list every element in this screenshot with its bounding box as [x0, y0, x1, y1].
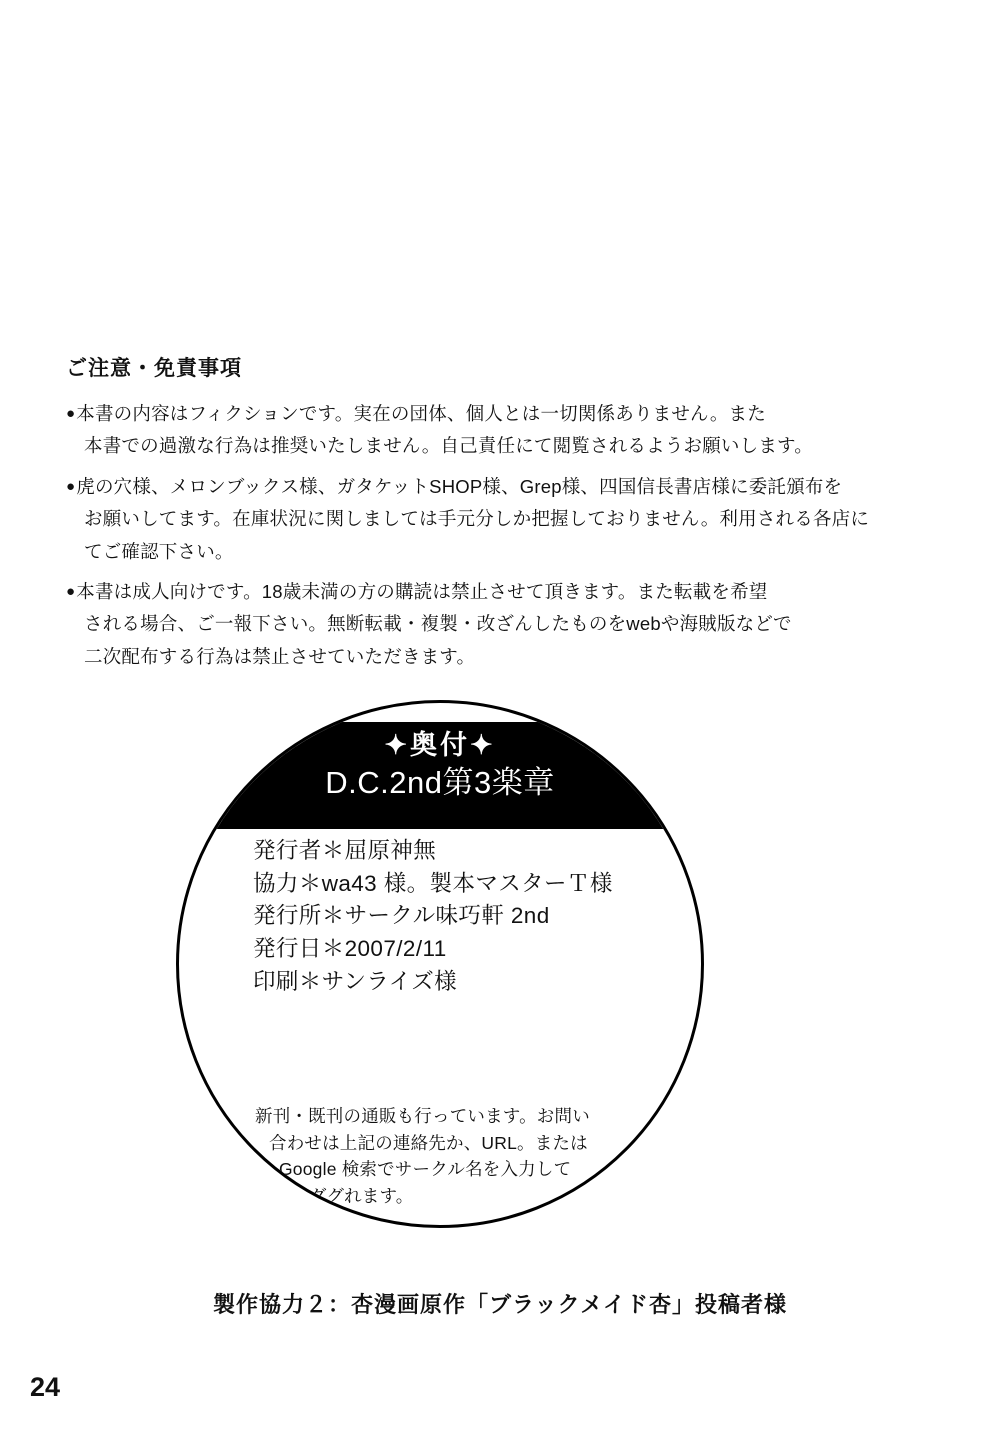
colophon-note [255, 1103, 655, 1209]
notice-text: 本書の内容はフィクションです。実在の団体、個人とは一切関係ありません。また [76, 403, 766, 424]
notice-line: てご確認下さい。 [84, 540, 234, 562]
notice-text: 虎の穴様、メロンブックス様、ガタケットSHOP様、Grep様、四国信長書店様に委託頒布を [76, 475, 843, 497]
notice-line [66, 576, 946, 608]
note-line: 合わせは上記の連絡先か、URL。または [269, 1132, 588, 1153]
colophon-banner [179, 722, 701, 829]
detail-line: 発行者＊屈原神無 [253, 838, 437, 863]
notice-item [66, 398, 946, 463]
detail-line: 印刷＊サンライズ様 [253, 968, 458, 994]
note-line: もググれます。 [291, 1185, 414, 1206]
notice-line [66, 398, 946, 430]
colophon-title: D.C.2nd第3楽章 [325, 765, 555, 801]
bullet-icon: ● [66, 582, 76, 600]
note-line: 新刊・既刊の通販も行っています。お問い [255, 1106, 590, 1126]
notice-line: される場合、ご一報下さい。無断転載・複製・改ざんしたものをwebや海賊版などで [84, 613, 792, 635]
colophon-details [253, 835, 673, 998]
credit-line: 製作協力２：杏漫画原作「ブラックメイド杏」投稿者様 [213, 1292, 787, 1317]
notice-heading: ご注意・免責事項 [66, 357, 242, 380]
notice-section [66, 352, 946, 681]
colophon-banner-label: ✦奥付✦ [384, 730, 496, 760]
detail-line: 発行所＊サークル味巧軒 2nd [253, 903, 550, 929]
bullet-icon: ● [66, 405, 76, 422]
notice-line: 二次配布する行為は禁止させていただきます。 [84, 645, 476, 667]
notice-item [66, 576, 946, 673]
bullet-icon: ● [66, 477, 76, 495]
notice-line [66, 471, 946, 503]
detail-line: 協力＊wa43 様。製本マスターＴ様 [253, 870, 613, 896]
notice-line: 本書での過激な行為は推奨いたしません。自己責任にて閲覧されるようお願いします。 [84, 435, 813, 457]
note-line: Google 検索でサークル名を入力して [279, 1159, 572, 1180]
colophon-circle [176, 700, 704, 1228]
notice-line: お願いしてます。在庫状況に関しましては手元分しか把握しておりません。利用される各店に [84, 508, 870, 530]
detail-line: 発行日＊2007/2/11 [253, 935, 447, 961]
notice-text: 本書は成人向けです。18歳未満の方の購読は禁止させて頂きます。また転載を希望 [76, 580, 768, 602]
page-number: 24 [30, 1372, 61, 1402]
notice-item [66, 471, 946, 568]
